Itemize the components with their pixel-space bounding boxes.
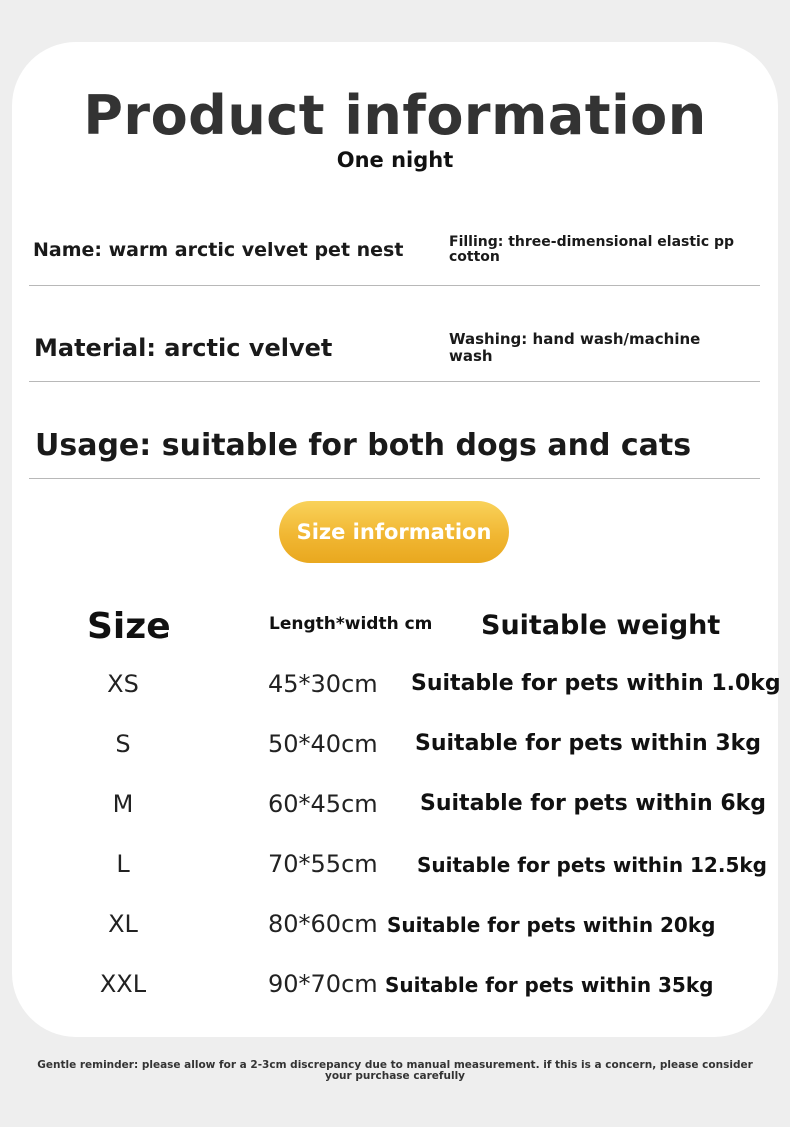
- size-information-badge: Size information: [279, 501, 509, 563]
- gentle-reminder-text: Gentle reminder: please allow for a 2-3cm discrepancy due to manual measurement. if this is a concern, please consider your purchase carefully: [37, 1059, 753, 1082]
- divider: [29, 285, 760, 286]
- dimensions-column-header: Length*width cm: [269, 614, 433, 634]
- size-cell: XXL: [99, 970, 147, 998]
- divider: [29, 478, 760, 479]
- weight-column-header: Suitable weight: [481, 610, 721, 641]
- dimensions-cell: 45*30cm: [268, 670, 378, 698]
- weight-cell: Suitable for pets within 20kg: [387, 913, 716, 937]
- size-column-header: Size: [87, 606, 171, 647]
- weight-cell: Suitable for pets within 35kg: [385, 973, 714, 997]
- size-cell: XS: [107, 670, 139, 698]
- dimensions-cell: 80*60cm: [268, 910, 378, 938]
- attribute-washing: Washing: hand wash/machine wash: [449, 330, 701, 365]
- dimensions-cell: 60*45cm: [268, 790, 378, 818]
- weight-cell: Suitable for pets within 3kg: [415, 731, 762, 756]
- gentle-reminder: [0, 1060, 790, 1082]
- dimensions-cell: 70*55cm: [268, 850, 378, 878]
- weight-cell: Suitable for pets within 6kg: [420, 791, 767, 816]
- attribute-filling: Filling: three-dimensional elastic pp cotton: [449, 234, 735, 265]
- size-cell: S: [115, 730, 131, 758]
- size-cell: M: [112, 790, 134, 818]
- dimensions-cell: 50*40cm: [268, 730, 378, 758]
- dimensions-cell: 90*70cm: [268, 970, 378, 998]
- size-cell: XL: [108, 910, 138, 938]
- attribute-material: Material: arctic velvet: [34, 334, 333, 362]
- weight-cell: Suitable for pets within 12.5kg: [417, 853, 767, 877]
- page-title: Product information: [83, 84, 707, 147]
- attribute-name: Name: warm arctic velvet pet nest: [33, 239, 404, 261]
- weight-cell: Suitable for pets within 1.0kg: [411, 671, 781, 696]
- page-subtitle: One night: [336, 148, 454, 172]
- attribute-usage: Usage: suitable for both dogs and cats: [35, 428, 692, 463]
- divider: [29, 381, 760, 382]
- size-cell: L: [116, 850, 130, 878]
